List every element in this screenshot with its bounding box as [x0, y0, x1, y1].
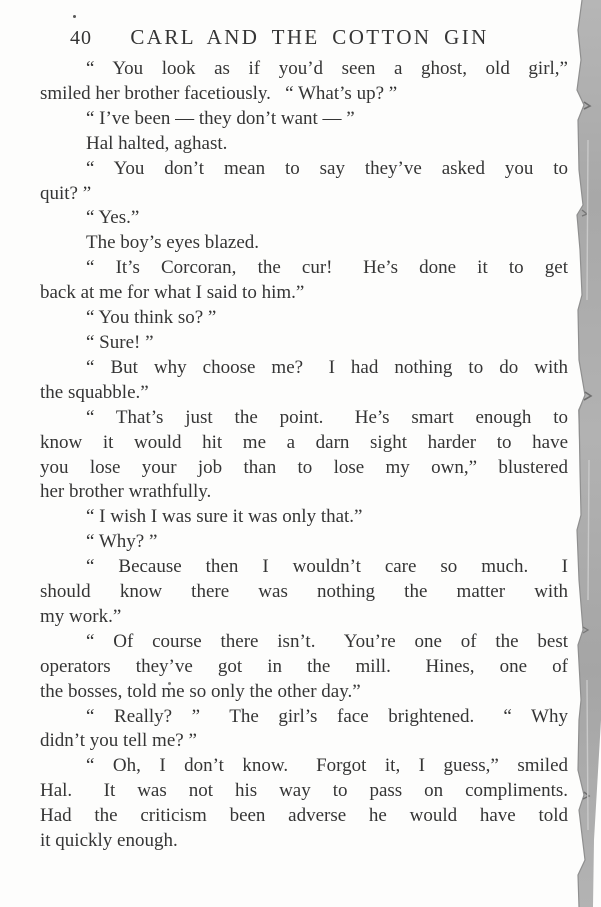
paragraph	[40, 256, 568, 306]
text-line: smiled her brother facetiously. “ What’s up? ”	[40, 82, 398, 104]
paragraph	[40, 57, 568, 107]
text-line: the bosses, told me so only the other day.”	[40, 680, 361, 702]
page-body	[40, 57, 568, 854]
text-line: the squabble.”	[40, 381, 149, 403]
text-line: The boy’s eyes blazed.	[86, 232, 260, 254]
paragraph	[40, 331, 568, 356]
text-line: “ I’ve been — they don’t want — ”	[86, 107, 355, 129]
text-line: it quickly enough.	[40, 830, 178, 852]
paragraph	[40, 630, 568, 705]
text-line: my work.”	[40, 605, 122, 627]
text-line: should know there was nothing the matter with	[40, 581, 568, 603]
paragraph	[40, 206, 568, 231]
text-line: “ You look as if you’d seen a ghost, old girl,”	[86, 58, 568, 79]
text-line: “ But why choose me? I had nothing to do with	[86, 356, 568, 378]
text-line: “ You think so? ”	[86, 307, 217, 329]
text-line: “ Yes.”	[86, 207, 140, 229]
text-line: “ That’s just the point. He’s smart enough to	[86, 406, 568, 428]
paragraph	[40, 754, 568, 854]
paragraph	[40, 231, 568, 256]
text-line: Hal halted, aghast.	[86, 132, 228, 154]
paragraph	[40, 530, 568, 555]
text-line: back at me for what I said to him.”	[40, 282, 305, 304]
text-line: “ Of course there isn’t. You’re one of the best	[86, 630, 568, 652]
page-header	[0, 25, 601, 51]
scan-speck	[73, 15, 76, 18]
paragraph	[40, 107, 568, 132]
running-title: CARL AND THE COTTON GIN	[130, 25, 489, 49]
text-line: “ Because then I wouldn’t care so much. I	[86, 556, 568, 578]
paragraph	[40, 306, 568, 331]
text-line: “ I wish I was sure it was only that.”	[86, 506, 363, 528]
text-line: her brother wrathfully.	[40, 481, 212, 503]
text-line: Had the criticism been adverse he would have told	[40, 805, 568, 827]
text-line: you lose your job than to lose my own,” blustered	[40, 456, 568, 478]
text-line: didn’t you tell me? ”	[40, 730, 197, 752]
paragraph	[40, 406, 568, 506]
binding-edge-strip	[577, 0, 601, 907]
book-binding-edge	[575, 0, 601, 907]
text-line: “ Why? ”	[86, 531, 158, 553]
text-line: “ Really? ” The girl’s face brightened. “ Why	[86, 705, 568, 727]
text-line: Hal. It was not his way to pass on compliments.	[40, 780, 568, 802]
paragraph	[40, 505, 568, 530]
page-number: 40	[70, 27, 92, 49]
paragraph	[40, 132, 568, 157]
text-line: quit? ”	[40, 182, 92, 204]
paragraph	[40, 705, 568, 755]
text-line: “ Sure! ”	[86, 331, 154, 353]
paragraph	[40, 157, 568, 207]
text-line: know it would hit me a darn sight harder to have	[40, 431, 568, 453]
paragraph	[40, 555, 568, 630]
text-line: “ You don’t mean to say they’ve asked you to	[86, 157, 568, 179]
paragraph	[40, 356, 568, 406]
text-line: “ It’s Corcoran, the cur! He’s done it to get	[86, 257, 568, 279]
text-line: “ Oh, I don’t know. Forgot it, I guess,” smiled	[86, 755, 568, 777]
text-line: operators they’ve got in the mill. Hines, one of	[40, 655, 568, 677]
